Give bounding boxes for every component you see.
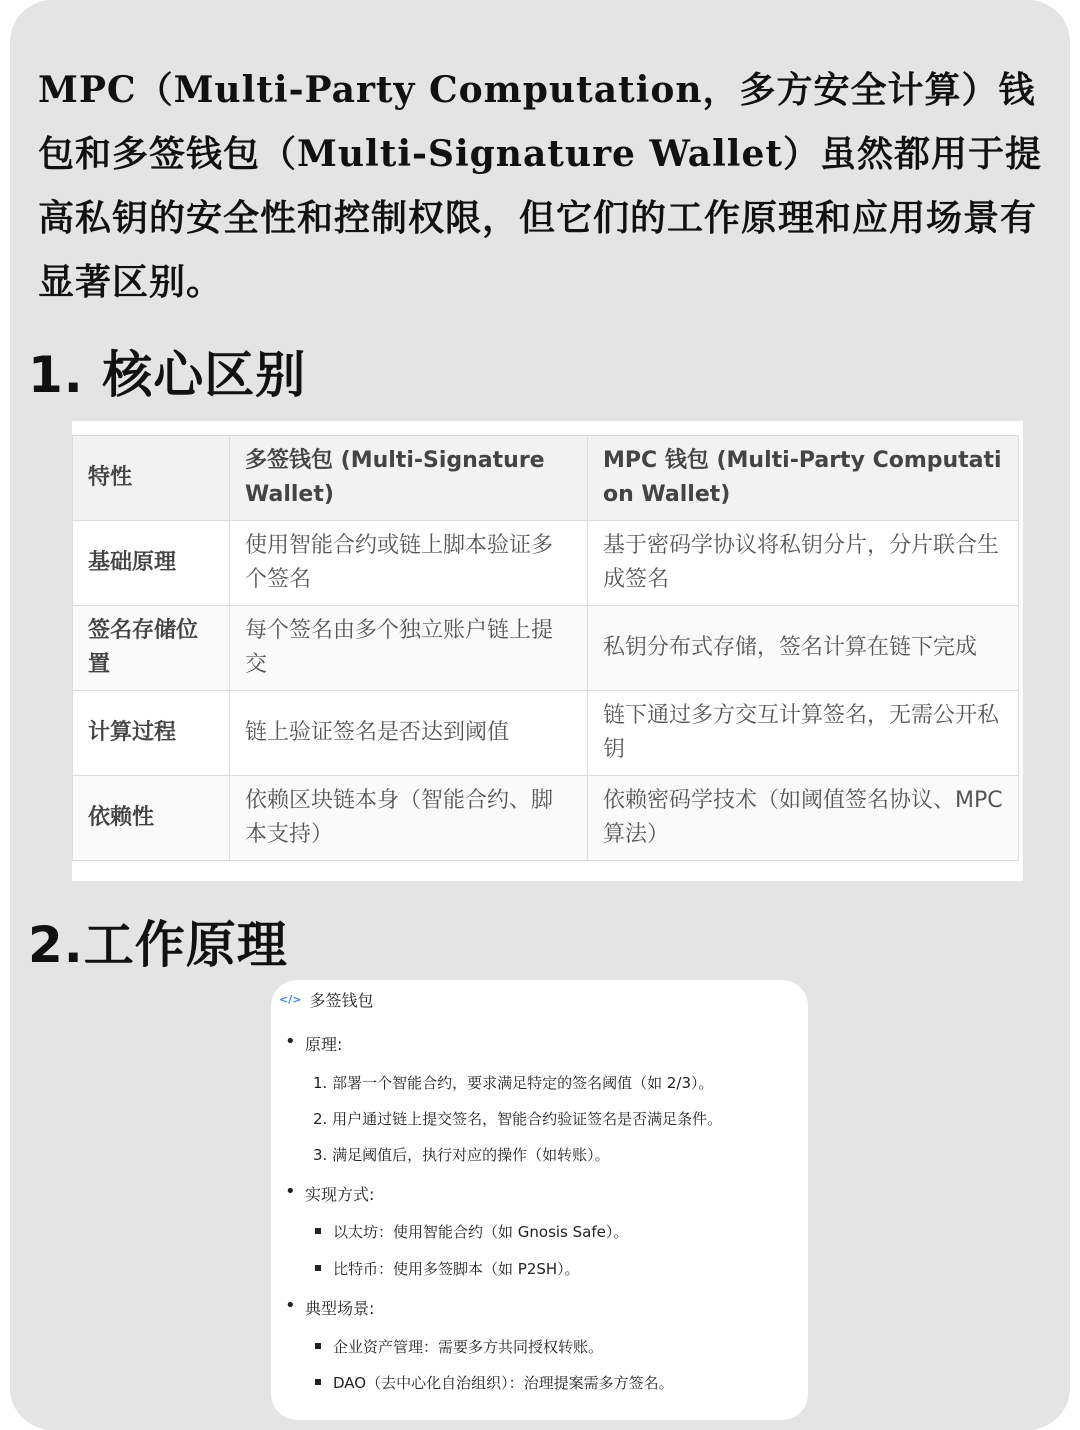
table-cell: 链上验证签名是否达到阈值 [230, 691, 588, 776]
implementation-item: 比特币：使用多签脚本（如 P2SH）。 [333, 1260, 580, 1278]
table-row [73, 521, 1019, 606]
multisig-explanation-panel [271, 980, 808, 1420]
table-cell: 使用智能合约或链上脚本验证多个签名 [230, 521, 588, 606]
table-row-label: 依赖性 [73, 776, 230, 861]
table-cell: 依赖密码学技术（如阈值签名协议、MPC 算法） [588, 776, 1019, 861]
implementation-item: 以太坊：使用智能合约（如 Gnosis Safe）。 [333, 1223, 629, 1241]
scenario-item: 企业资产管理：需要多方共同授权转账。 [333, 1338, 604, 1356]
table-row [73, 606, 1019, 691]
comparison-table [72, 435, 1019, 861]
table-row [73, 776, 1019, 861]
bullet-principle: • 原理: [305, 1032, 342, 1055]
section-heading-core-differences: 1. 核心区别 [28, 346, 307, 404]
panel-title: 多签钱包 [309, 991, 374, 1010]
numbered-step: 2. 用户通过链上提交签名，智能合约验证签名是否满足条件。 [313, 1110, 723, 1128]
bullet-scenarios: • 典型场景: [305, 1296, 374, 1319]
bullet-implementation: • 实现方式: [305, 1182, 374, 1205]
table-cell: 依赖区块链本身（智能合约、脚本支持） [230, 776, 588, 861]
panel-header [279, 988, 373, 1011]
comparison-table-image [72, 421, 1023, 881]
table-cell: 私钥分布式存储，签名计算在链下完成 [588, 606, 1019, 691]
table-header-cell: MPC 钱包 (Multi-Party Computation Wallet) [588, 436, 1019, 521]
table-row-label: 计算过程 [73, 691, 230, 776]
numbered-step: 3. 满足阈值后，执行对应的操作（如转账）。 [313, 1146, 610, 1164]
section-heading-working-principle: 2.工作原理 [28, 916, 288, 974]
table-row-label: 签名存储位置 [73, 606, 230, 691]
table-cell: 链下通过多方交互计算签名，无需公开私钥 [588, 691, 1019, 776]
table-header-cell: 多签钱包 (Multi-Signature Wallet) [230, 436, 588, 521]
table-header-cell: 特性 [73, 436, 230, 521]
table-cell: 每个签名由多个独立账户链上提交 [230, 606, 588, 691]
scenario-item: DAO（去中心化自治组织）：治理提案需多方签名。 [333, 1374, 674, 1392]
table-header-row [73, 436, 1019, 521]
intro-paragraph: MPC（Multi-Party Computation，多方安全计算）钱包和多签钱包（Multi-Signature Wallet）虽然都用于提高私钥的安全性和控制权限，但它们的工作原理和应用场景有显著区别。 [38, 69, 1043, 303]
table-row-label: 基础原理 [73, 521, 230, 606]
code-icon: </> [279, 993, 302, 1006]
table-row [73, 691, 1019, 776]
numbered-step: 1. 部署一个智能合约，要求满足特定的签名阈值（如 2/3）。 [313, 1074, 714, 1092]
table-cell: 基于密码学协议将私钥分片，分片联合生成签名 [588, 521, 1019, 606]
